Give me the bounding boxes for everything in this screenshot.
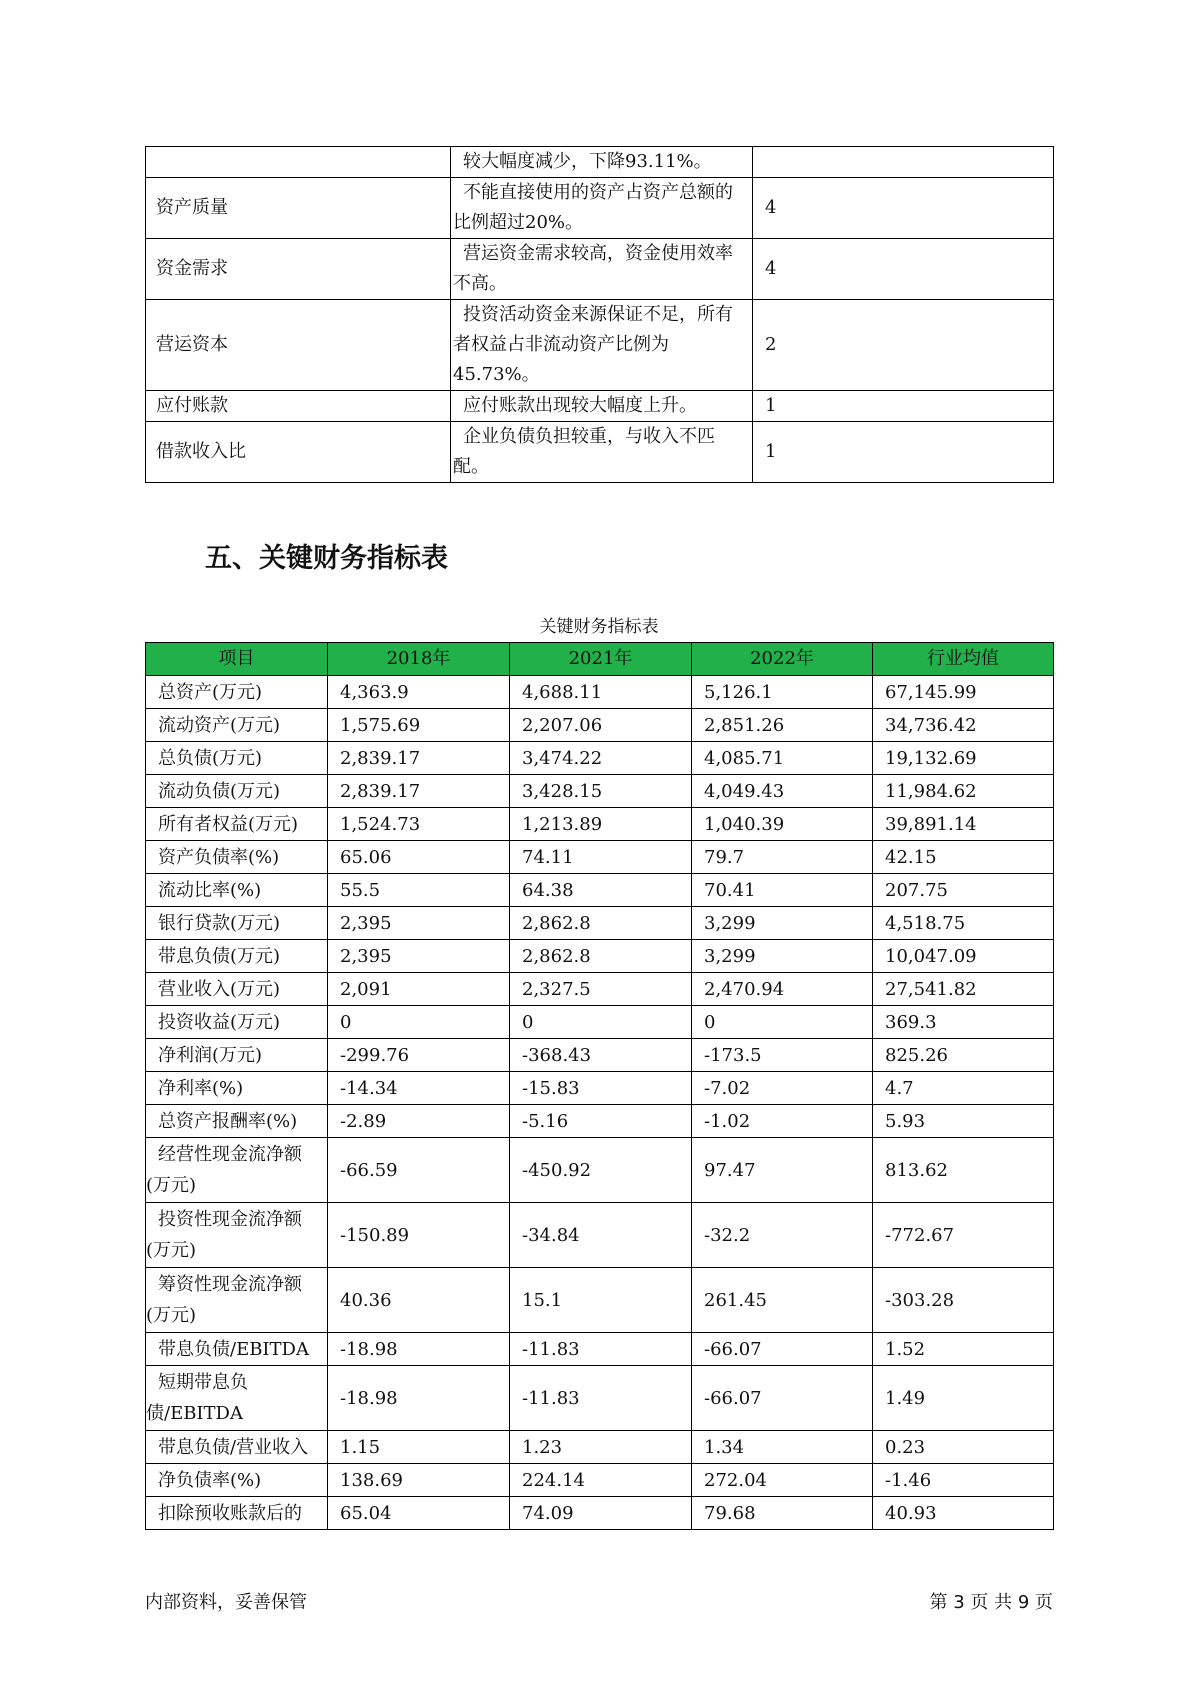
value-cell: 1,213.89 — [510, 808, 692, 841]
value-cell: 40.36 — [328, 1268, 510, 1333]
table-row — [146, 1497, 1054, 1530]
risk-desc-cell: 较大幅度减少，下降93.11%。 — [451, 147, 753, 178]
table-row — [146, 907, 1054, 940]
value-cell: 272.04 — [692, 1464, 873, 1497]
value-cell: -772.67 — [873, 1203, 1054, 1268]
value-cell: 4,085.71 — [692, 742, 873, 775]
risk-score-cell: 4 — [753, 239, 1054, 300]
value-cell: 2,851.26 — [692, 709, 873, 742]
value-cell: -303.28 — [873, 1268, 1054, 1333]
footer-confidential-note: 内部资料，妥善保管 — [145, 1592, 307, 1613]
row-label-cell: 短期带息负债/EBITDA — [146, 1366, 328, 1431]
row-label-cell: 带息负债/EBITDA — [146, 1333, 328, 1366]
row-label-cell: 营业收入(万元) — [146, 973, 328, 1006]
table-row — [146, 1366, 1054, 1431]
risk-table-body — [146, 147, 1054, 483]
value-cell: -368.43 — [510, 1039, 692, 1072]
value-cell: -11.83 — [510, 1333, 692, 1366]
value-cell: 4,518.75 — [873, 907, 1054, 940]
row-label-cell: 流动比率(%) — [146, 874, 328, 907]
table-row — [146, 1138, 1054, 1203]
risk-score-cell — [753, 147, 1054, 178]
risk-item-cell: 应付账款 — [146, 391, 451, 422]
risk-desc-cell: 应付账款出现较大幅度上升。 — [451, 391, 753, 422]
value-cell: 64.38 — [510, 874, 692, 907]
row-label-cell: 银行贷款(万元) — [146, 907, 328, 940]
table-row — [146, 1039, 1054, 1072]
table-body — [146, 676, 1054, 1530]
value-cell: -173.5 — [692, 1039, 873, 1072]
value-cell: 34,736.42 — [873, 709, 1054, 742]
value-cell: 0 — [692, 1006, 873, 1039]
row-label-cell: 筹资性现金流净额(万元) — [146, 1268, 328, 1333]
value-cell: 2,395 — [328, 940, 510, 973]
table-row — [146, 808, 1054, 841]
row-label-cell: 资产负债率(%) — [146, 841, 328, 874]
value-cell: 3,299 — [692, 907, 873, 940]
row-label-cell: 投资收益(万元) — [146, 1006, 328, 1039]
value-cell: 1,040.39 — [692, 808, 873, 841]
risk-row — [146, 422, 1054, 483]
value-cell: 74.09 — [510, 1497, 692, 1530]
value-cell: 1.15 — [328, 1431, 510, 1464]
value-cell: 0 — [510, 1006, 692, 1039]
value-cell: 5,126.1 — [692, 676, 873, 709]
value-cell: 2,327.5 — [510, 973, 692, 1006]
value-cell: -66.07 — [692, 1366, 873, 1431]
value-cell: 39,891.14 — [873, 808, 1054, 841]
row-label-cell: 总资产报酬率(%) — [146, 1105, 328, 1138]
header-cell: 2018年 — [328, 643, 510, 676]
row-label-cell: 带息负债/营业收入 — [146, 1431, 328, 1464]
value-cell: 261.45 — [692, 1268, 873, 1333]
value-cell: 1.34 — [692, 1431, 873, 1464]
financial-indicators-table — [145, 642, 1054, 1530]
value-cell: 67,145.99 — [873, 676, 1054, 709]
value-cell: 3,299 — [692, 940, 873, 973]
risk-item-cell: 营运资本 — [146, 300, 451, 391]
table-row — [146, 1464, 1054, 1497]
table-row — [146, 742, 1054, 775]
risk-item-cell: 借款收入比 — [146, 422, 451, 483]
row-label-cell: 净利润(万元) — [146, 1039, 328, 1072]
value-cell: 0.23 — [873, 1431, 1054, 1464]
footer-page-number: 第 3 页 共 9 页 — [929, 1592, 1053, 1613]
risk-desc-cell: 不能直接使用的资产占资产总额的比例超过20%。 — [451, 178, 753, 239]
table-row — [146, 973, 1054, 1006]
value-cell: -7.02 — [692, 1072, 873, 1105]
value-cell: 4,363.9 — [328, 676, 510, 709]
value-cell: 4,688.11 — [510, 676, 692, 709]
risk-score-cell: 1 — [753, 422, 1054, 483]
risk-row — [146, 300, 1054, 391]
row-label-cell: 净利率(%) — [146, 1072, 328, 1105]
value-cell: -66.59 — [328, 1138, 510, 1203]
value-cell: 1,575.69 — [328, 709, 510, 742]
table-row — [146, 874, 1054, 907]
table-header — [146, 643, 1054, 676]
value-cell: 40.93 — [873, 1497, 1054, 1530]
value-cell: 2,470.94 — [692, 973, 873, 1006]
value-cell: -450.92 — [510, 1138, 692, 1203]
value-cell: 825.26 — [873, 1039, 1054, 1072]
risk-row — [146, 178, 1054, 239]
header-cell: 项目 — [146, 643, 328, 676]
risk-desc-cell: 投资活动资金来源保证不足，所有者权益占非流动资产比例为45.73%。 — [451, 300, 753, 391]
risk-desc-cell: 营运资金需求较高，资金使用效率不高。 — [451, 239, 753, 300]
value-cell: 5.93 — [873, 1105, 1054, 1138]
value-cell: 27,541.82 — [873, 973, 1054, 1006]
value-cell: 79.7 — [692, 841, 873, 874]
table-row — [146, 1203, 1054, 1268]
table-row — [146, 1333, 1054, 1366]
risk-table — [145, 146, 1054, 483]
value-cell: 15.1 — [510, 1268, 692, 1333]
risk-score-cell: 2 — [753, 300, 1054, 391]
header-cell: 2021年 — [510, 643, 692, 676]
row-label-cell: 流动资产(万元) — [146, 709, 328, 742]
value-cell: -15.83 — [510, 1072, 692, 1105]
value-cell: 813.62 — [873, 1138, 1054, 1203]
table-row — [146, 775, 1054, 808]
value-cell: -32.2 — [692, 1203, 873, 1268]
risk-score-cell: 4 — [753, 178, 1054, 239]
value-cell: 1,524.73 — [328, 808, 510, 841]
value-cell: -34.84 — [510, 1203, 692, 1268]
header-cell: 行业均值 — [873, 643, 1054, 676]
value-cell: 224.14 — [510, 1464, 692, 1497]
risk-score-cell: 1 — [753, 391, 1054, 422]
value-cell: -1.02 — [692, 1105, 873, 1138]
value-cell: -14.34 — [328, 1072, 510, 1105]
value-cell: 1.49 — [873, 1366, 1054, 1431]
value-cell: 4.7 — [873, 1072, 1054, 1105]
row-label-cell: 经营性现金流净额(万元) — [146, 1138, 328, 1203]
row-label-cell: 投资性现金流净额(万元) — [146, 1203, 328, 1268]
value-cell: 79.68 — [692, 1497, 873, 1530]
value-cell: 2,207.06 — [510, 709, 692, 742]
value-cell: -150.89 — [328, 1203, 510, 1268]
value-cell: 2,862.8 — [510, 907, 692, 940]
header-cell: 2022年 — [692, 643, 873, 676]
row-label-cell: 总负债(万元) — [146, 742, 328, 775]
value-cell: 2,395 — [328, 907, 510, 940]
row-label-cell: 流动负债(万元) — [146, 775, 328, 808]
value-cell: -5.16 — [510, 1105, 692, 1138]
table-row — [146, 1072, 1054, 1105]
value-cell: 11,984.62 — [873, 775, 1054, 808]
value-cell: 3,474.22 — [510, 742, 692, 775]
value-cell: 10,047.09 — [873, 940, 1054, 973]
row-label-cell: 净负债率(%) — [146, 1464, 328, 1497]
value-cell: -11.83 — [510, 1366, 692, 1431]
value-cell: 74.11 — [510, 841, 692, 874]
value-cell: 97.47 — [692, 1138, 873, 1203]
risk-row — [146, 391, 1054, 422]
risk-item-cell: 资产质量 — [146, 178, 451, 239]
value-cell: 1.23 — [510, 1431, 692, 1464]
table-caption: 关键财务指标表 — [539, 617, 659, 637]
risk-item-cell: 资金需求 — [146, 239, 451, 300]
value-cell: 2,839.17 — [328, 742, 510, 775]
risk-row — [146, 239, 1054, 300]
value-cell: 3,428.15 — [510, 775, 692, 808]
value-cell: 1.52 — [873, 1333, 1054, 1366]
value-cell: -2.89 — [328, 1105, 510, 1138]
table-row — [146, 709, 1054, 742]
value-cell: 207.75 — [873, 874, 1054, 907]
value-cell: 65.04 — [328, 1497, 510, 1530]
value-cell: 70.41 — [692, 874, 873, 907]
value-cell: -18.98 — [328, 1366, 510, 1431]
value-cell: 65.06 — [328, 841, 510, 874]
value-cell: 42.15 — [873, 841, 1054, 874]
table-row — [146, 940, 1054, 973]
row-label-cell: 总资产(万元) — [146, 676, 328, 709]
table-row — [146, 1006, 1054, 1039]
row-label-cell: 扣除预收账款后的 — [146, 1497, 328, 1530]
value-cell: 138.69 — [328, 1464, 510, 1497]
value-cell: 369.3 — [873, 1006, 1054, 1039]
value-cell: 19,132.69 — [873, 742, 1054, 775]
risk-row — [146, 147, 1054, 178]
row-label-cell: 带息负债(万元) — [146, 940, 328, 973]
table-row — [146, 676, 1054, 709]
table-row — [146, 1105, 1054, 1138]
section-heading: 五、关键财务指标表 — [205, 543, 448, 574]
risk-item-cell — [146, 147, 451, 178]
value-cell: 2,862.8 — [510, 940, 692, 973]
row-label-cell: 所有者权益(万元) — [146, 808, 328, 841]
value-cell: 0 — [328, 1006, 510, 1039]
table-row — [146, 1431, 1054, 1464]
value-cell: -18.98 — [328, 1333, 510, 1366]
value-cell: 55.5 — [328, 874, 510, 907]
value-cell: -66.07 — [692, 1333, 873, 1366]
risk-desc-cell: 企业负债负担较重，与收入不匹配。 — [451, 422, 753, 483]
table-row — [146, 841, 1054, 874]
value-cell: -299.76 — [328, 1039, 510, 1072]
table-row — [146, 1268, 1054, 1333]
value-cell: 2,091 — [328, 973, 510, 1006]
value-cell: 4,049.43 — [692, 775, 873, 808]
value-cell: -1.46 — [873, 1464, 1054, 1497]
value-cell: 2,839.17 — [328, 775, 510, 808]
